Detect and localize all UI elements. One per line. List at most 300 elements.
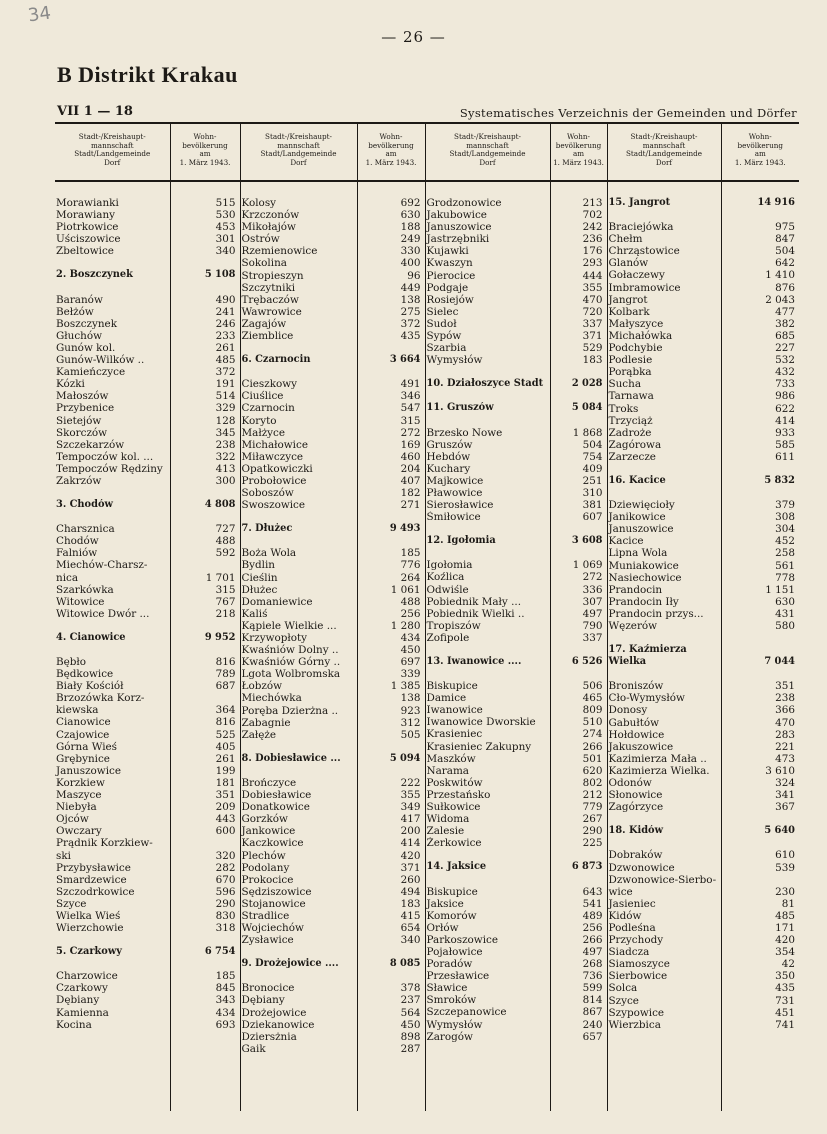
- locality-population: 222: [400, 776, 421, 789]
- locality-population: 200: [400, 825, 421, 838]
- locality-name: Śmiłowice: [426, 511, 481, 524]
- locality-name: Kazimierza Wielka.: [608, 764, 710, 777]
- locality-population: 238: [775, 692, 795, 705]
- locality-name: Chełm: [608, 233, 643, 246]
- spacer: [608, 837, 721, 849]
- locality-population: 505: [400, 728, 421, 741]
- locality-name: Przychody: [608, 934, 664, 947]
- locality-population: 778: [775, 571, 795, 584]
- locality-name: Bydlin: [241, 559, 275, 572]
- locality-name: Krasieniec: [426, 728, 483, 741]
- locality-population: 282: [215, 861, 236, 874]
- locality-population: 339: [400, 668, 421, 681]
- locality-name: Dębiany: [56, 994, 100, 1007]
- locality-name: Krzczonów: [241, 209, 300, 222]
- locality-name: Wielka Wieś: [56, 909, 121, 922]
- locality-name: Szczepanowice: [426, 1006, 507, 1019]
- locality-population: 501: [582, 752, 603, 765]
- spacer: [55, 487, 170, 499]
- locality-population: 240: [582, 1018, 603, 1031]
- locality-population: 490: [215, 293, 236, 306]
- spacer: [608, 632, 721, 644]
- spacer: [722, 487, 800, 499]
- locality-name: Prandocin przys...: [608, 607, 704, 620]
- locality-name: kiewska: [56, 704, 99, 717]
- locality-population: 261: [215, 752, 236, 765]
- locality-name: Górna Wieś: [56, 740, 118, 753]
- locality-population: 754: [582, 450, 603, 463]
- locality-population: 413: [215, 462, 236, 475]
- locality-name: Charsznica: [56, 523, 115, 536]
- locality-name: Drożejowice: [241, 1006, 307, 1019]
- locality-population: 767: [215, 595, 236, 608]
- district-name: 4. Cianowice: [56, 631, 126, 643]
- spacer: [608, 813, 721, 825]
- spacer: [426, 849, 550, 861]
- locality-name: Brzozówka Korz-: [56, 692, 145, 705]
- locality-name: Prokocice: [241, 873, 294, 886]
- locality-population: 720: [582, 305, 603, 318]
- locality-name: Grębynice: [56, 752, 110, 765]
- district-population: 7 044: [764, 656, 795, 668]
- locality-population: 237: [400, 994, 421, 1007]
- locality-name: Jankowice: [241, 825, 296, 838]
- locality-population: 497: [582, 945, 603, 958]
- locality-population: 272: [582, 571, 603, 584]
- spacer: [171, 511, 240, 523]
- locality-population: 450: [400, 644, 421, 657]
- locality-name: Zagórowa: [608, 438, 662, 451]
- locality-name: Gaik: [241, 1042, 266, 1055]
- spacer: [551, 390, 607, 402]
- names-column: [240, 181, 357, 1111]
- locality-name: Prądnik Korzkiew-: [56, 837, 153, 850]
- locality-name: Słonowice: [608, 789, 663, 802]
- locality-population: 264: [400, 571, 421, 584]
- locality-population: 81: [781, 897, 795, 910]
- locality-name: Donatkowice: [241, 801, 310, 814]
- locality-name: ski: [56, 849, 71, 862]
- locality-population: 241: [215, 305, 236, 318]
- locality-name: Pojałowice: [426, 945, 483, 958]
- locality-name: Stropieszyn: [241, 269, 304, 282]
- locality-population: 1 410: [765, 269, 795, 282]
- locality-name: Miechówka: [241, 692, 302, 705]
- spacer: [426, 415, 550, 427]
- locality-population: 275: [400, 305, 421, 318]
- locality-population: 233: [215, 329, 236, 342]
- locality-population: 514: [215, 390, 236, 403]
- locality-population: 199: [215, 764, 236, 777]
- locality-name: Januszowice: [56, 764, 121, 777]
- spacer: [426, 668, 550, 680]
- locality-population: 470: [775, 716, 795, 729]
- locality-population: 453: [215, 221, 236, 234]
- locality-name: Kąpiele Wielkie ...: [241, 619, 337, 632]
- locality-population: 596: [215, 885, 236, 898]
- locality-population: 182: [400, 487, 421, 500]
- locality-population: 272: [400, 426, 421, 439]
- locality-name: Zarogów: [426, 1030, 473, 1043]
- locality-name: Morawianki: [56, 197, 119, 209]
- locality-population: 1 061: [390, 583, 421, 596]
- district-population: [722, 644, 800, 656]
- locality-name: Gruszów: [426, 438, 473, 451]
- locality-name: Ciuślice: [241, 390, 284, 403]
- locality-name: Lgota Wolbromska: [241, 668, 341, 681]
- locality-population: 256: [400, 607, 421, 620]
- locality-population: 702: [582, 209, 603, 222]
- locality-name: Jangrot: [608, 293, 648, 306]
- locality-population: 2 043: [765, 293, 795, 306]
- locality-name: Żerkowice: [426, 837, 482, 850]
- locality-name: Jasieniec: [608, 897, 656, 910]
- locality-population: 225: [582, 837, 603, 850]
- locality-population: 407: [400, 474, 421, 487]
- locality-name: Trzyciąż: [608, 414, 653, 427]
- locality-name: Baranów: [56, 293, 103, 306]
- locality-name: Poskwitów: [426, 776, 483, 789]
- district-name: 7. Dłużec: [241, 523, 293, 535]
- spacer: [551, 644, 607, 656]
- locality-population: 610: [775, 849, 795, 862]
- locality-population: 381: [582, 499, 603, 512]
- locality-name: Prandocin: [608, 583, 663, 596]
- locality-name: Domaniewice: [241, 595, 313, 608]
- locality-population: 731: [775, 994, 795, 1007]
- locality-population: 183: [400, 897, 421, 910]
- locality-name: Hebdów: [426, 450, 471, 463]
- district-population: 6 754: [204, 946, 236, 958]
- locality-population: 312: [400, 716, 421, 729]
- locality-population: 620: [582, 764, 603, 777]
- locality-population: 138: [400, 293, 421, 306]
- locality-population: 341: [775, 789, 795, 802]
- locality-name: Małżyce: [241, 426, 286, 439]
- locality-population: 249: [400, 233, 421, 246]
- locality-population: 580: [775, 620, 795, 632]
- values-column: [721, 181, 799, 1111]
- locality-population: 405: [215, 740, 236, 753]
- locality-population: 290: [215, 897, 236, 910]
- locality-population: 346: [400, 390, 421, 403]
- locality-name: Jaksice: [426, 897, 464, 910]
- spacer: [241, 366, 357, 378]
- locality-name: Kujawki: [426, 245, 469, 258]
- spacer: [171, 934, 240, 946]
- locality-name: Prandocin Iły: [608, 595, 679, 608]
- locality-population: 301: [215, 233, 236, 246]
- locality-population: 354: [775, 946, 795, 959]
- district-population: 9 952: [204, 631, 236, 643]
- spacer: [55, 934, 170, 946]
- district-name: 11. Gruszów: [426, 402, 494, 414]
- locality-name: Kwaszyn: [426, 257, 473, 270]
- locality-name: Broniszów: [608, 680, 664, 693]
- spacer: [358, 511, 425, 523]
- locality-name: Podleśna: [608, 921, 656, 934]
- locality-population: 607: [582, 511, 603, 524]
- locality-name: Owczary: [56, 825, 102, 838]
- locality-population: 630: [775, 595, 795, 608]
- locality-population: 213: [582, 197, 603, 209]
- spacer: [358, 765, 425, 777]
- spacer: [55, 958, 170, 970]
- col-header-name: Stadt-/Kreishaupt- mannschaft Stadt/Landgemeinde Dorf: [425, 123, 550, 181]
- locality-name: Przybenice: [56, 402, 115, 415]
- locality-name: Muniakowice: [608, 559, 679, 572]
- locality-population: 809: [582, 704, 603, 717]
- locality-name: Grodzonowice: [426, 197, 502, 209]
- locality-population: 435: [775, 982, 795, 995]
- locality-population: 330: [400, 245, 421, 258]
- table-body-row: [55, 181, 799, 1111]
- district-population: 3 664: [389, 354, 421, 366]
- spacer: [241, 342, 357, 354]
- locality-name: Kidów: [608, 909, 642, 922]
- col-header-population: Wohn- bevölkerung am 1. März 1943.: [721, 123, 799, 181]
- locality-population: 337: [582, 631, 603, 644]
- locality-name: Szczodrkowice: [56, 885, 135, 898]
- locality-population: 258: [775, 547, 795, 560]
- locality-population: 274: [582, 728, 603, 741]
- locality-population: 185: [400, 547, 421, 560]
- locality-name: Pobiednik Wielki ..: [426, 607, 525, 620]
- locality-name: Uściszowice: [56, 233, 121, 246]
- locality-population: 670: [215, 873, 236, 886]
- locality-name: Wierzchowie: [56, 922, 124, 935]
- locality-name: Wawrowice: [241, 305, 302, 318]
- district-name: 9. Drożejowice ....: [241, 958, 339, 970]
- spacer: [722, 463, 800, 475]
- locality-population: 420: [775, 934, 795, 947]
- spacer: [426, 390, 550, 402]
- locality-name: Rosiejów: [426, 293, 474, 306]
- locality-population: 504: [775, 245, 795, 258]
- locality-name: Tarnawa: [608, 390, 654, 403]
- locality-name: Podgaje: [426, 281, 469, 294]
- locality-name: Boża Wola: [241, 547, 297, 560]
- locality-population: 435: [400, 330, 421, 343]
- locality-name: Zagajów: [241, 317, 287, 330]
- locality-population: [722, 874, 800, 886]
- locality-population: 611: [775, 450, 795, 463]
- locality-population: 657: [582, 1030, 603, 1043]
- locality-population: 290: [582, 825, 603, 838]
- spacer: [608, 209, 721, 221]
- page-title: B Distrikt Krakau: [57, 62, 238, 87]
- locality-population: 491: [400, 378, 421, 391]
- locality-name: Zabagnie: [241, 716, 291, 729]
- locality-population: 345: [215, 426, 236, 439]
- locality-name: Kaczkowice: [241, 837, 304, 850]
- locality-name: Solca: [608, 982, 638, 995]
- locality-name: Zarzecze: [608, 450, 656, 463]
- locality-name: Donosy: [608, 704, 648, 717]
- locality-name: Piotrkowice: [56, 221, 119, 234]
- names-column: [425, 181, 550, 1111]
- locality-name: Pławowice: [426, 486, 483, 499]
- locality-name: Dzwonowice-Sierbo-: [608, 873, 717, 886]
- locality-name: Kózki: [56, 378, 85, 391]
- locality-population: 654: [400, 922, 421, 935]
- locality-population: 642: [775, 257, 795, 270]
- locality-name: Małyszyce: [608, 317, 664, 330]
- locality-population: 489: [582, 909, 603, 922]
- locality-population: 315: [400, 414, 421, 427]
- locality-population: 547: [400, 402, 421, 415]
- locality-name: Glanów: [608, 257, 649, 270]
- locality-population: 451: [775, 1006, 795, 1019]
- locality-population: 539: [775, 861, 795, 874]
- locality-population: 304: [775, 523, 795, 536]
- locality-name: Mikołajów: [241, 221, 296, 234]
- locality-population: 434: [215, 1006, 236, 1019]
- locality-population: 541: [582, 897, 603, 910]
- locality-name: Tropiszów: [426, 619, 481, 632]
- locality-name: Michałowice: [241, 438, 308, 451]
- locality-population: 485: [215, 354, 236, 367]
- locality-population: 515: [215, 197, 236, 209]
- locality-population: 378: [400, 982, 421, 995]
- locality-name: Chodów: [56, 535, 99, 548]
- locality-population: 382: [775, 317, 795, 330]
- locality-name: Wymysłów: [426, 354, 483, 367]
- locality-population: 420: [400, 849, 421, 862]
- locality-population: 409: [582, 462, 603, 475]
- locality-name: Jakubowice: [426, 209, 487, 222]
- locality-name: Plechów: [241, 849, 286, 862]
- locality-population: 443: [215, 813, 236, 826]
- locality-population: 506: [582, 680, 603, 693]
- locality-name: Sietejów: [56, 414, 102, 427]
- locality-name: Pierocice: [426, 269, 476, 282]
- locality-population: 300: [215, 474, 236, 487]
- locality-population: 414: [775, 414, 795, 427]
- locality-population: 340: [215, 245, 236, 258]
- locality-population: 630: [400, 209, 421, 222]
- locality-population: 183: [582, 354, 603, 367]
- locality-name: Hołdowice: [608, 728, 665, 741]
- locality-name: Czajowice: [56, 728, 110, 741]
- locality-population: 432: [775, 366, 795, 379]
- spacer: [722, 632, 800, 644]
- locality-population: 238: [215, 438, 236, 451]
- section-header: [57, 104, 797, 122]
- locality-population: 209: [215, 801, 236, 814]
- locality-population: 776: [400, 559, 421, 572]
- spacer: [55, 511, 170, 523]
- locality-population: 3 610: [765, 764, 795, 777]
- locality-name: Tempoczów kol. ...: [56, 450, 154, 463]
- locality-name: Zalesie: [426, 825, 465, 838]
- locality-population: 488: [215, 535, 236, 548]
- locality-name: Dobiesławice: [241, 789, 312, 802]
- locality-name: Podlesie: [608, 354, 653, 367]
- locality-name: Zadroże: [608, 426, 652, 439]
- locality-name: Gołaczewy: [608, 269, 665, 282]
- locality-population: 473: [775, 752, 795, 765]
- locality-name: Szyce: [608, 994, 639, 1007]
- locality-name: Małoszów: [56, 390, 109, 403]
- locality-name: Szyce: [56, 897, 87, 910]
- locality-population: 417: [400, 813, 421, 826]
- locality-name: Kolbark: [608, 305, 650, 318]
- locality-population: 736: [582, 970, 603, 983]
- locality-name: Braciejówka: [608, 221, 674, 234]
- locality-name: Krasieniec Zakupny: [426, 740, 532, 753]
- district-population: 9 493: [389, 523, 421, 535]
- spacer: [241, 741, 357, 753]
- locality-name: Kuchary: [426, 462, 471, 475]
- locality-name: Poręba Dzierżna ..: [241, 704, 339, 717]
- locality-population: 697: [400, 656, 421, 669]
- locality-population: 308: [775, 511, 795, 524]
- section-caption: Systematisches Verzeichnis der Gemeinden und Dörfer: [459, 106, 797, 120]
- locality-name: nica: [56, 571, 79, 584]
- district-population: 5 094: [389, 752, 421, 764]
- locality-name: Trębaczów: [241, 293, 299, 306]
- col-header-population: Wohn- bevölkerung am 1. März 1943.: [550, 123, 607, 181]
- locality-population: 266: [582, 740, 603, 753]
- locality-name: Łobzów: [241, 680, 282, 693]
- locality-population: 266: [582, 933, 603, 946]
- locality-population: 477: [775, 305, 795, 318]
- locality-population: 600: [215, 825, 236, 838]
- locality-population: 307: [582, 595, 603, 608]
- locality-name: Ziemblice: [241, 330, 294, 343]
- locality-name: Biskupice: [426, 885, 478, 898]
- locality-population: 592: [215, 547, 236, 560]
- locality-population: 414: [400, 837, 421, 850]
- locality-population: 128: [215, 414, 236, 427]
- spacer: [426, 644, 550, 656]
- locality-population: 293: [582, 257, 603, 270]
- locality-population: 816: [215, 656, 236, 668]
- spacer: [358, 741, 425, 753]
- names-column: [607, 181, 721, 1111]
- locality-population: 789: [215, 668, 236, 681]
- locality-name: Biały Kościół: [56, 680, 124, 693]
- locality-name: Bronocice: [241, 982, 295, 995]
- locality-population: 191: [215, 378, 236, 391]
- locality-population: 986: [775, 390, 795, 403]
- locality-population: 465: [582, 692, 603, 705]
- locality-name: Parkoszowice: [426, 933, 498, 946]
- locality-population: [171, 559, 240, 571]
- locality-population: 242: [582, 221, 603, 234]
- locality-population: 364: [215, 704, 236, 717]
- locality-name: Szarbia: [426, 342, 467, 355]
- locality-population: 230: [775, 885, 795, 898]
- locality-name: Opatkowiczki: [241, 462, 313, 475]
- spacer: [241, 511, 357, 523]
- spacer: [722, 209, 800, 221]
- table-header-row: [55, 123, 799, 181]
- locality-name: Cianowice: [56, 716, 111, 729]
- locality-name: Podolany: [241, 861, 290, 874]
- locality-name: Stojanowice: [241, 897, 306, 910]
- locality-population: 400: [400, 257, 421, 270]
- pencil-annotation: 34: [26, 2, 53, 27]
- spacer: [551, 415, 607, 427]
- locality-name: Gabułtów: [608, 716, 660, 729]
- locality-name: Siadcza: [608, 946, 650, 959]
- district-name: 6. Czarnocin: [241, 354, 311, 366]
- locality-population: 1 069: [572, 559, 603, 572]
- locality-population: 444: [582, 269, 603, 282]
- locality-population: 452: [775, 535, 795, 548]
